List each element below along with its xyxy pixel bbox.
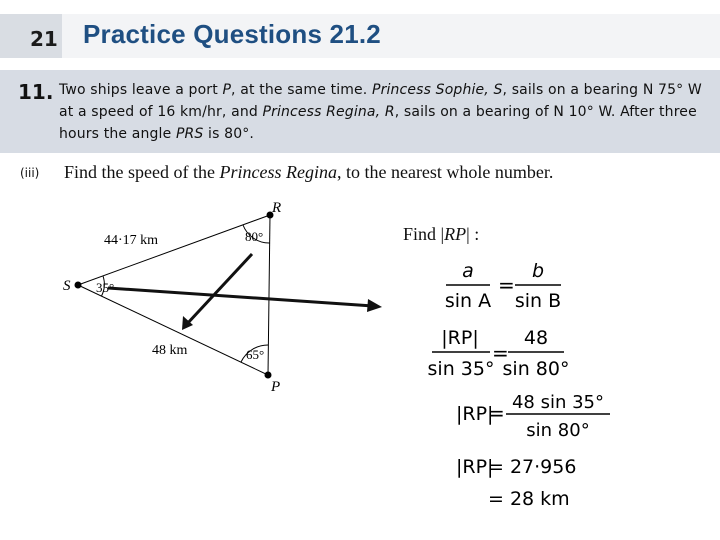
side-rp bbox=[268, 215, 270, 375]
vertex-s bbox=[75, 282, 82, 289]
question-text-part: PRS bbox=[175, 126, 204, 142]
question-text-part: , at the same time. bbox=[231, 82, 372, 98]
question-text-part: , sails on a bearing N 75° W at a speed of 16 km/hr, and bbox=[59, 82, 702, 120]
label-side-sr: 44·17 km bbox=[104, 233, 159, 248]
eq3-rhs-numerator: 48 sin 35° bbox=[511, 392, 605, 413]
label-p: P bbox=[271, 379, 281, 395]
eq4-lhs: |RP| bbox=[456, 456, 494, 478]
annotation-arrow-diagonal bbox=[186, 254, 252, 325]
label-r: R bbox=[272, 200, 282, 216]
annotation-arrow-horizontal bbox=[108, 288, 373, 306]
part-text-before: Find the speed of the bbox=[64, 162, 220, 182]
label-angle-r: 80° bbox=[245, 229, 264, 244]
question-text-part: Princess Sophie, S bbox=[372, 82, 503, 98]
eq4-rhs: = 27·956 bbox=[488, 456, 577, 478]
arrowhead-horizontal bbox=[367, 299, 382, 312]
question-text-part: , sails on a bearing of N 10° W. After three hours the angle bbox=[59, 104, 697, 142]
question-text bbox=[59, 79, 709, 145]
eq2-rhs-denominator: sin 80° bbox=[502, 358, 570, 380]
label-angle-s: 35° bbox=[96, 280, 115, 295]
find-side-name: RP bbox=[444, 224, 467, 244]
find-label bbox=[403, 224, 479, 245]
eq2-equals: = bbox=[492, 341, 509, 365]
part-label: (iii) bbox=[20, 166, 40, 180]
eq3-lhs: |RP| bbox=[456, 403, 494, 425]
find-suffix: | : bbox=[466, 224, 480, 244]
label-s: S bbox=[63, 278, 71, 294]
part-text-after: , to the nearest whole number. bbox=[336, 162, 554, 182]
question-text-part: P bbox=[222, 82, 232, 98]
question-text-part: Princess Regina, R bbox=[262, 104, 395, 120]
side-sp bbox=[78, 285, 268, 375]
eq1-lhs-denominator: sin A bbox=[444, 290, 492, 312]
triangle-diagram bbox=[0, 195, 400, 405]
eq3-rhs-denominator: sin 80° bbox=[526, 420, 590, 441]
question-text-part: Two ships leave a port bbox=[59, 82, 223, 98]
eq1-equals: = bbox=[498, 273, 515, 297]
question-text-part: is 80°. bbox=[203, 126, 255, 142]
eq2-lhs-numerator: |RP| bbox=[441, 327, 479, 349]
eq1-lhs-numerator: a bbox=[462, 260, 474, 282]
chapter-number: 21 bbox=[30, 27, 58, 51]
page-title: Practice Questions 21.2 bbox=[83, 19, 381, 49]
part-text-ship-name: Princess Regina bbox=[219, 162, 337, 182]
eq2-lhs-denominator: sin 35° bbox=[427, 358, 495, 380]
eq3-equals: = bbox=[488, 401, 505, 425]
label-angle-p: 65° bbox=[246, 347, 265, 362]
vertex-p bbox=[265, 372, 272, 379]
question-number: 11. bbox=[18, 80, 54, 104]
eq2-rhs-numerator: 48 bbox=[523, 327, 549, 349]
eq1-rhs-denominator: sin B bbox=[514, 290, 562, 312]
solution-working bbox=[420, 252, 720, 522]
side-sr bbox=[78, 215, 270, 285]
part-text bbox=[64, 162, 553, 183]
find-prefix: Find | bbox=[403, 224, 445, 244]
eq1-rhs-numerator: b bbox=[531, 260, 545, 282]
label-side-sp: 48 km bbox=[152, 343, 188, 358]
eq5-rhs: = 28 km bbox=[488, 488, 570, 510]
